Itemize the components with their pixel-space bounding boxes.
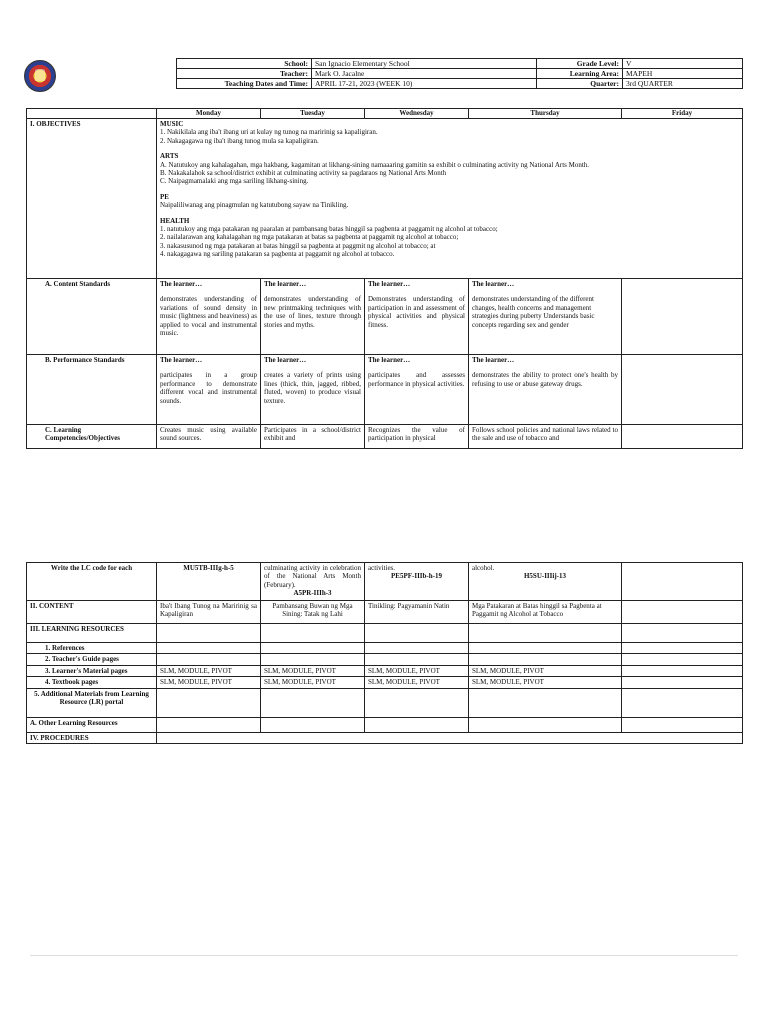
ps-wednesday-text: participates and assesses performance in physical activities. bbox=[368, 371, 465, 388]
lc-tuesday-text: culminating activity in celebration of the National Arts Month (February). bbox=[264, 564, 361, 589]
additional-materials-label: 5. Additional Materials from Learning Resource (LR) portal bbox=[27, 688, 157, 717]
tb-thursday: SLM, MODULE, PIVOT bbox=[469, 677, 622, 688]
content-standards-label: A. Content Standards bbox=[27, 279, 157, 355]
lesson-plan-table bbox=[26, 108, 743, 449]
music-item: 1. Nakikilala ang iba't ibang uri at kulay ng tunog na maririnig sa kapaligiran. bbox=[160, 128, 378, 137]
grade-label: Grade Level: bbox=[537, 59, 623, 69]
cs-tuesday-text: demonstrates understanding of new printmaking techniques with the use of lines, texture through stories and myths. bbox=[264, 295, 361, 329]
ps-monday bbox=[157, 355, 261, 425]
learner-label: The learner… bbox=[368, 356, 411, 364]
lesson-plan-table-continued bbox=[26, 562, 743, 744]
learner-label: The learner… bbox=[472, 280, 515, 288]
grade-value: V bbox=[623, 59, 743, 69]
dates-value: APRIL 17-21, 2023 (WEEK 10) bbox=[312, 79, 537, 89]
tg-label: 2. Teacher's Guide pages bbox=[27, 654, 157, 665]
comp-wednesday: Recognizes the value of participation in physical bbox=[365, 425, 469, 449]
ps-thursday-text: demonstrates the ability to protect one's health by refusing to use or abuse gateway drugs. bbox=[472, 371, 618, 388]
health-item: 1. natutukoy ang mga patakaran ng paaralan at pambansang batas hinggil sa pagbenta at paggamit ng alcohol at tobacco; bbox=[160, 224, 498, 233]
procedures-label: IV. PROCEDURES bbox=[27, 732, 157, 743]
cs-monday bbox=[157, 279, 261, 355]
cs-friday bbox=[622, 279, 743, 355]
objectives-cell bbox=[157, 119, 743, 279]
arts-item: A. Natutukoy ang kahalagahan, mga hakbang, kagamitan at likhang-sining namaaaring gamitin sa exhibit o culminating activity ng National Arts Month. bbox=[160, 160, 590, 169]
ps-friday bbox=[622, 355, 743, 425]
health-item: 3. nakasusunod ng mga patakaran at batas hinggil sa pagbenta at paggmit ng alcohol at tobacco; at bbox=[160, 241, 436, 250]
performance-standards-label: B. Performance Standards bbox=[27, 355, 157, 425]
day-friday: Friday bbox=[622, 109, 743, 119]
music-heading: MUSIC bbox=[160, 120, 184, 128]
teacher-value: Mark O. Jacalne bbox=[312, 69, 537, 79]
ps-thursday bbox=[469, 355, 622, 425]
corner-cell bbox=[27, 109, 157, 119]
ps-monday-text: participates in a group performance to demonstrate different vocal and instrumental sounds. bbox=[160, 371, 257, 405]
comp-monday: Creates music using available sound sources. bbox=[157, 425, 261, 449]
lc-thursday-text: alcohol. bbox=[472, 564, 495, 572]
cs-wednesday-text: Demonstrates understanding of participation in and assessment of physical activities and physical fitness. bbox=[368, 295, 465, 329]
learner-label: The learner… bbox=[160, 280, 203, 288]
arts-heading: ARTS bbox=[160, 152, 179, 161]
health-heading: HEALTH bbox=[160, 216, 190, 225]
references-label: 1. References bbox=[27, 643, 157, 654]
resources-label: III. LEARNING RESOURCES bbox=[27, 624, 157, 643]
cs-thursday-text: demonstrates understanding of the different changes, health concerns and management strategies during puberty Understands basic concepts regarding sex and gender bbox=[472, 295, 595, 329]
header-table bbox=[176, 58, 743, 89]
lc-friday bbox=[622, 563, 743, 601]
lc-wednesday bbox=[365, 563, 469, 601]
content-wednesday: Tinikling: Pagyamanin Natin bbox=[365, 601, 469, 624]
lc-monday-code: MU5TB-IIIg-h-5 bbox=[157, 563, 261, 601]
learner-label: The learner… bbox=[264, 356, 307, 364]
tb-wednesday: SLM, MODULE, PIVOT bbox=[365, 677, 469, 688]
lm-tuesday: SLM, MODULE, PIVOT bbox=[261, 665, 365, 676]
comp-friday bbox=[622, 425, 743, 449]
arts-item: C. Naipagmamalaki ang mga sariling likhang-sining. bbox=[160, 177, 309, 186]
page-divider bbox=[30, 955, 738, 956]
day-monday: Monday bbox=[157, 109, 261, 119]
other-resources-label: A. Other Learning Resources bbox=[27, 717, 157, 732]
competencies-label: C. Learning Competencies/Objectives bbox=[27, 425, 157, 449]
comp-tuesday: Participates in a school/district exhibit and bbox=[261, 425, 365, 449]
day-wednesday: Wednesday bbox=[365, 109, 469, 119]
content-tuesday: Pambansang Buwan ng Mga Sining: Tatak ng Lahi bbox=[261, 601, 365, 624]
ps-tuesday bbox=[261, 355, 365, 425]
lm-label: 3. Learner's Material pages bbox=[27, 665, 157, 676]
pe-heading: PE bbox=[160, 192, 169, 201]
learner-label: The learner… bbox=[472, 356, 515, 364]
deped-seal-logo bbox=[24, 60, 56, 92]
cs-wednesday bbox=[365, 279, 469, 355]
lc-tuesday-code: A5PR-IIIh-3 bbox=[293, 589, 332, 598]
content-label: II. CONTENT bbox=[27, 601, 157, 624]
music-item: 2. Nakagagawa ng iba't ibang tunog mula sa kapaligiran. bbox=[160, 136, 319, 145]
lc-thursday-code: H5SU-IIIij-13 bbox=[523, 572, 566, 581]
health-item: 4. nakagagawa ng sariling patakaran sa pagbenta at paggamit ng alcohol at tobacco. bbox=[160, 250, 395, 259]
cs-thursday bbox=[469, 279, 622, 355]
content-monday: Iba't Ibang Tunog na Maririnig sa Kapaligiran bbox=[157, 601, 261, 624]
arts-item: B. Nakakalahok sa school/district exhibit at culminating activity sa pagdaraos ng National Arts Month bbox=[160, 168, 447, 177]
comp-thursday: Follows school policies and national laws related to the sale and use of tobacco and bbox=[469, 425, 622, 449]
lc-thursday bbox=[469, 563, 622, 601]
teacher-label: Teacher: bbox=[177, 69, 312, 79]
lc-code-label: Write the LC code for each bbox=[27, 563, 157, 601]
content-friday bbox=[622, 601, 743, 624]
learner-label: The learner… bbox=[160, 356, 203, 364]
textbook-label: 4. Textbook pages bbox=[27, 677, 157, 688]
cs-tuesday bbox=[261, 279, 365, 355]
school-value: San Ignacio Elementary School bbox=[312, 59, 537, 69]
day-tuesday: Tuesday bbox=[261, 109, 365, 119]
lc-wednesday-text: activities. bbox=[368, 564, 396, 572]
lm-wednesday: SLM, MODULE, PIVOT bbox=[365, 665, 469, 676]
area-label: Learning Area: bbox=[537, 69, 623, 79]
learner-label: The learner… bbox=[368, 280, 411, 288]
objectives-label: I. OBJECTIVES bbox=[27, 119, 157, 279]
cs-monday-text: demonstrates understanding of variations of sound density in music (lightness and heaviness) as applied to vocal and instrumental music. bbox=[160, 295, 257, 337]
lc-tuesday bbox=[261, 563, 365, 601]
tb-tuesday: SLM, MODULE, PIVOT bbox=[261, 677, 365, 688]
pe-item: Naipaliliwanag ang pinagmulan ng katutubong sayaw na Tinikling. bbox=[160, 201, 349, 210]
content-thursday: Mga Patakaran at Batas hinggil sa Pagbenta at Paggamit ng Alcohol at Tobacco bbox=[469, 601, 622, 624]
health-item: 2. nailalarawan ang kahalagahan ng mga patakaran at batas sa pagbenta at paggamit ng alcohol at tobacco; bbox=[160, 233, 459, 242]
ps-tuesday-text: creates a variety of prints using lines (thick, thin, jagged, ribbed, fluted, woven) to produce visual texture. bbox=[264, 371, 361, 405]
tb-monday: SLM, MODULE, PIVOT bbox=[157, 677, 261, 688]
school-label: School: bbox=[177, 59, 312, 69]
lm-thursday: SLM, MODULE, PIVOT bbox=[469, 665, 622, 676]
ps-wednesday bbox=[365, 355, 469, 425]
learner-label: The learner… bbox=[264, 280, 307, 288]
area-value: MAPEH bbox=[623, 69, 743, 79]
day-thursday: Thursday bbox=[469, 109, 622, 119]
dates-label: Teaching Dates and Time: bbox=[177, 79, 312, 89]
quarter-label: Quarter: bbox=[537, 79, 623, 89]
lc-wednesday-code: PE5PF-IIIb-h-19 bbox=[391, 572, 442, 581]
quarter-value: 3rd QUARTER bbox=[623, 79, 743, 89]
lm-monday: SLM, MODULE, PIVOT bbox=[157, 665, 261, 676]
